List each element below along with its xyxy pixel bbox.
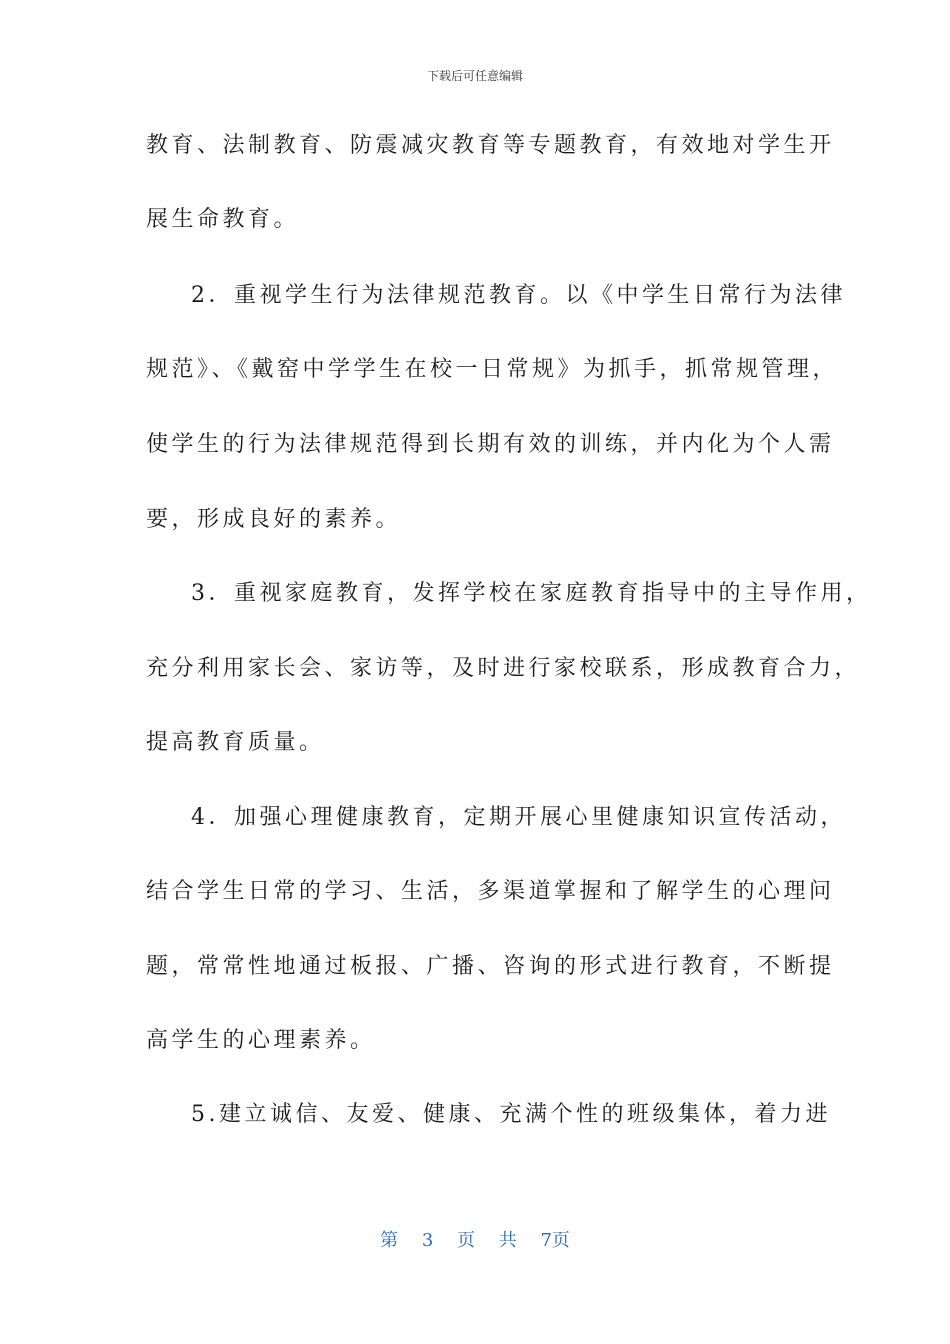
text-line: 规范》、《戴窑中学学生在校一日常规》为抓手，抓常规管理， (146, 357, 839, 382)
page-number: 3 (421, 1230, 434, 1251)
total-label: 共 (498, 1230, 517, 1251)
text-line: 要，形成良好的素养。 (146, 507, 402, 532)
text-line: 2．重视学生行为法律规范教育。以《中学生日常行为法律 (191, 283, 846, 308)
page-label: 第 (380, 1230, 399, 1251)
text-line: 高学生的心理素养。 (146, 1028, 376, 1053)
total-pages: 7页 (540, 1230, 570, 1251)
text-line: 教育、法制教育、防震减灾教育等专题教育，有效地对学生开 (146, 133, 835, 158)
header-note: 下载后可任意编辑 (426, 69, 523, 83)
text-line: 题，常常性地通过板报、广播、咨询的形式进行教育，不断提 (146, 954, 835, 979)
text-line: 充分利用家长会、家访等，及时进行家校联系，形成教育合力， (146, 656, 861, 681)
text-line: 使学生的行为法律规范得到长期有效的训练，并内化为个人需 (146, 432, 835, 457)
text-line: 结合学生日常的学习、生活，多渠道掌握和了解学生的心理问 (146, 879, 835, 904)
page-footer (0, 1226, 950, 1252)
page-unit-label: 页 (457, 1230, 475, 1251)
text-line: 4．加强心理健康教育，定期开展心里健康知识宣传活动， (191, 805, 846, 830)
text-line: 提高教育质量。 (146, 730, 325, 755)
text-line: 5.建立诚信、友爱、健康、充满个性的班级集体，着力进 (191, 1102, 831, 1127)
text-line: 展生命教育。 (146, 207, 300, 232)
text-line: 3．重视家庭教育，发挥学校在家庭教育指导中的主导作用， (191, 581, 872, 606)
